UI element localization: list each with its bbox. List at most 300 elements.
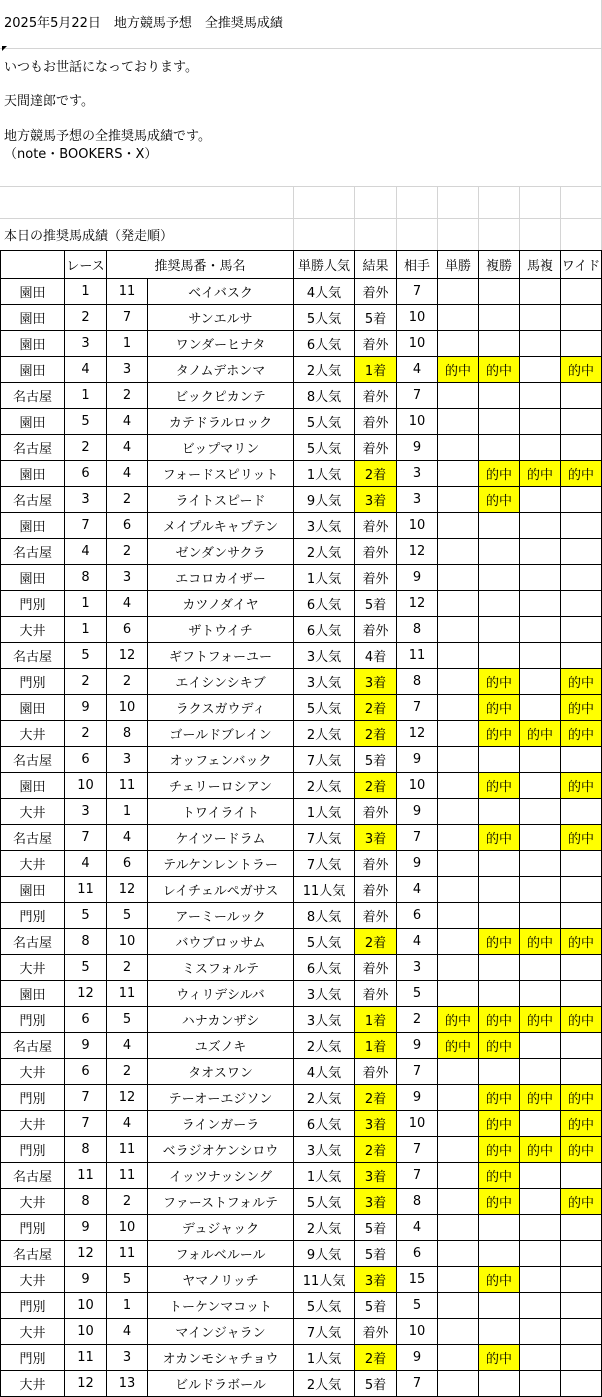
venue-cell: 門別 (1, 1293, 65, 1319)
horse-number-cell: 5 (107, 903, 148, 929)
place-cell: 的中 (479, 1267, 520, 1293)
venue-cell: 名古屋 (1, 1033, 65, 1059)
horse-name-cell: ヤマノリッチ (148, 1267, 294, 1293)
table-row (1, 877, 602, 903)
table-row (1, 305, 602, 331)
table-row (1, 539, 602, 565)
horse-number-cell: 12 (107, 877, 148, 903)
partner-cell: 10 (397, 1319, 438, 1345)
result-cell: 5着 (355, 1241, 397, 1267)
wide-cell: 的中 (561, 1007, 602, 1033)
popularity-cell: 6人気 (294, 331, 355, 357)
gridline (0, 218, 602, 219)
quinella-cell (520, 279, 561, 305)
place-cell (479, 851, 520, 877)
place-cell: 的中 (479, 487, 520, 513)
gridline (478, 186, 479, 250)
quinella-cell (520, 1241, 561, 1267)
horse-name-cell: デュジャック (148, 1215, 294, 1241)
wide-cell (561, 331, 602, 357)
result-cell: 着外 (355, 1319, 397, 1345)
horse-name-cell: ケイツードラム (148, 825, 294, 851)
popularity-cell: 9人気 (294, 1241, 355, 1267)
horse-number-cell: 3 (107, 565, 148, 591)
win-cell (438, 721, 479, 747)
popularity-cell: 5人気 (294, 1293, 355, 1319)
result-cell: 2着 (355, 1085, 397, 1111)
win-cell (438, 643, 479, 669)
place-cell: 的中 (479, 669, 520, 695)
horse-number-cell: 5 (107, 1007, 148, 1033)
venue-cell: 大井 (1, 1189, 65, 1215)
table-row (1, 851, 602, 877)
quinella-cell (520, 435, 561, 461)
horse-number-cell: 2 (107, 955, 148, 981)
partner-cell: 10 (397, 305, 438, 331)
popularity-cell: 3人気 (294, 981, 355, 1007)
result-cell: 着外 (355, 513, 397, 539)
place-cell: 的中 (479, 1111, 520, 1137)
popularity-cell: 2人気 (294, 1085, 355, 1111)
partner-cell: 4 (397, 929, 438, 955)
win-cell (438, 383, 479, 409)
horse-name-cell: オッフェンバック (148, 747, 294, 773)
quinella-cell (520, 1189, 561, 1215)
venue-cell: 大井 (1, 617, 65, 643)
quinella-cell (520, 539, 561, 565)
race-number-cell: 9 (65, 1215, 107, 1241)
place-cell (479, 279, 520, 305)
venue-cell: 大井 (1, 799, 65, 825)
race-number-cell: 12 (65, 1371, 107, 1397)
popularity-cell: 4人気 (294, 279, 355, 305)
horse-name-cell: ギフトフォーユー (148, 643, 294, 669)
venue-cell: 園田 (1, 409, 65, 435)
horse-name-cell: ライトスピード (148, 487, 294, 513)
horse-name-cell: ユズノキ (148, 1033, 294, 1059)
horse-name-cell: ファーストフォルテ (148, 1189, 294, 1215)
win-cell (438, 929, 479, 955)
wide-cell (561, 617, 602, 643)
wide-cell (561, 409, 602, 435)
horse-number-cell: 11 (107, 773, 148, 799)
place-cell (479, 1319, 520, 1345)
quinella-cell (520, 773, 561, 799)
quinella-cell (520, 513, 561, 539)
win-cell (438, 903, 479, 929)
venue-cell: 名古屋 (1, 539, 65, 565)
popularity-cell: 5人気 (294, 695, 355, 721)
table-row (1, 1111, 602, 1137)
table-row (1, 1267, 602, 1293)
popularity-cell: 2人気 (294, 539, 355, 565)
quinella-cell (520, 1267, 561, 1293)
result-cell: 着外 (355, 617, 397, 643)
quinella-cell (520, 695, 561, 721)
greeting-text: いつもお世話になっております。 (4, 60, 198, 75)
header-result: 結果 (355, 251, 397, 279)
horse-name-cell: ワンダーヒナタ (148, 331, 294, 357)
result-cell: 着外 (355, 799, 397, 825)
partner-cell: 3 (397, 955, 438, 981)
popularity-cell: 3人気 (294, 643, 355, 669)
table-row (1, 1371, 602, 1397)
gridline (0, 48, 602, 49)
table-row (1, 799, 602, 825)
win-cell (438, 591, 479, 617)
place-cell (479, 643, 520, 669)
race-number-cell: 4 (65, 851, 107, 877)
partner-cell: 10 (397, 331, 438, 357)
race-number-cell: 10 (65, 773, 107, 799)
race-number-cell: 5 (65, 643, 107, 669)
header-popularity: 単勝人気 (294, 251, 355, 279)
table-row (1, 1319, 602, 1345)
horse-number-cell: 2 (107, 1189, 148, 1215)
race-number-cell: 9 (65, 695, 107, 721)
table-row (1, 409, 602, 435)
race-number-cell: 8 (65, 565, 107, 591)
table-row (1, 591, 602, 617)
popularity-cell: 5人気 (294, 929, 355, 955)
wide-cell (561, 877, 602, 903)
place-cell (479, 565, 520, 591)
popularity-cell: 7人気 (294, 825, 355, 851)
horse-name-cell: ラクスガウディ (148, 695, 294, 721)
race-number-cell: 8 (65, 1189, 107, 1215)
gridline (396, 186, 397, 250)
wide-cell (561, 279, 602, 305)
result-cell: 2着 (355, 929, 397, 955)
table-row (1, 617, 602, 643)
quinella-cell (520, 331, 561, 357)
place-cell (479, 799, 520, 825)
result-cell: 着外 (355, 331, 397, 357)
result-cell: 着外 (355, 539, 397, 565)
quinella-cell (520, 851, 561, 877)
table-row (1, 1215, 602, 1241)
wide-cell: 的中 (561, 695, 602, 721)
gridline (354, 186, 355, 250)
table-row (1, 487, 602, 513)
wide-cell (561, 1059, 602, 1085)
horse-number-cell: 1 (107, 799, 148, 825)
popularity-cell: 5人気 (294, 435, 355, 461)
place-cell: 的中 (479, 1007, 520, 1033)
result-cell: 着外 (355, 1059, 397, 1085)
horse-number-cell: 4 (107, 461, 148, 487)
venue-cell: 園田 (1, 279, 65, 305)
result-cell: 2着 (355, 461, 397, 487)
quinella-cell (520, 825, 561, 851)
venue-cell: 園田 (1, 877, 65, 903)
win-cell (438, 1345, 479, 1371)
popularity-cell: 2人気 (294, 1033, 355, 1059)
venue-cell: 大井 (1, 851, 65, 877)
wide-cell: 的中 (561, 825, 602, 851)
wide-cell (561, 1293, 602, 1319)
wide-cell (561, 383, 602, 409)
race-number-cell: 6 (65, 1059, 107, 1085)
place-cell: 的中 (479, 721, 520, 747)
wide-cell (561, 305, 602, 331)
venue-cell: 園田 (1, 773, 65, 799)
section-title: 本日の推奨馬成績（発走順） (4, 229, 174, 244)
header-quinella: 馬複 (520, 251, 561, 279)
venue-cell: 大井 (1, 1059, 65, 1085)
race-number-cell: 8 (65, 929, 107, 955)
table-row (1, 331, 602, 357)
horse-name-cell: オカンモシャチョウ (148, 1345, 294, 1371)
win-cell (438, 461, 479, 487)
header-partner: 相手 (397, 251, 438, 279)
result-cell: 5着 (355, 1293, 397, 1319)
win-cell (438, 565, 479, 591)
popularity-cell: 6人気 (294, 955, 355, 981)
gridline (519, 186, 520, 250)
win-cell: 的中 (438, 1033, 479, 1059)
place-cell: 的中 (479, 1085, 520, 1111)
wide-cell: 的中 (561, 773, 602, 799)
table-row (1, 461, 602, 487)
table-header-row (1, 251, 602, 279)
venue-cell: 名古屋 (1, 1241, 65, 1267)
quinella-cell (520, 409, 561, 435)
race-number-cell: 8 (65, 1137, 107, 1163)
venue-cell: 大井 (1, 1111, 65, 1137)
race-number-cell: 5 (65, 409, 107, 435)
table-row (1, 383, 602, 409)
horse-name-cell: ザトウイチ (148, 617, 294, 643)
venue-cell: 門別 (1, 1345, 65, 1371)
race-number-cell: 3 (65, 331, 107, 357)
table-row (1, 773, 602, 799)
place-cell (479, 955, 520, 981)
horse-name-cell: アーミールック (148, 903, 294, 929)
wide-cell (561, 1345, 602, 1371)
horse-number-cell: 11 (107, 1163, 148, 1189)
race-number-cell: 10 (65, 1293, 107, 1319)
wide-cell (561, 903, 602, 929)
venue-cell: 園田 (1, 331, 65, 357)
win-cell (438, 1319, 479, 1345)
place-cell (479, 1059, 520, 1085)
horse-name-cell: ビックピカンテ (148, 383, 294, 409)
horse-name-cell: テーオーエジソン (148, 1085, 294, 1111)
result-cell: 着外 (355, 279, 397, 305)
popularity-cell: 9人気 (294, 487, 355, 513)
result-cell: 1着 (355, 357, 397, 383)
horse-number-cell: 13 (107, 1371, 148, 1397)
win-cell (438, 279, 479, 305)
horse-number-cell: 11 (107, 981, 148, 1007)
venue-cell: 園田 (1, 695, 65, 721)
table-row (1, 955, 602, 981)
quinella-cell (520, 305, 561, 331)
result-cell: 5着 (355, 747, 397, 773)
win-cell (438, 435, 479, 461)
horse-name-cell: ハナカンザシ (148, 1007, 294, 1033)
horse-number-cell: 2 (107, 1059, 148, 1085)
table-row (1, 1241, 602, 1267)
partner-cell: 4 (397, 357, 438, 383)
result-cell: 着外 (355, 409, 397, 435)
place-cell: 的中 (479, 1345, 520, 1371)
wide-cell (561, 435, 602, 461)
result-cell: 着外 (355, 877, 397, 903)
place-cell (479, 877, 520, 903)
win-cell (438, 1163, 479, 1189)
result-cell: 着外 (355, 851, 397, 877)
partner-cell: 8 (397, 1189, 438, 1215)
table-row (1, 513, 602, 539)
popularity-cell: 3人気 (294, 669, 355, 695)
place-cell (479, 435, 520, 461)
place-cell (479, 383, 520, 409)
horse-number-cell: 10 (107, 1215, 148, 1241)
wide-cell: 的中 (561, 1137, 602, 1163)
quinella-cell (520, 799, 561, 825)
partner-cell: 9 (397, 1345, 438, 1371)
horse-number-cell: 4 (107, 1111, 148, 1137)
result-cell: 3着 (355, 1267, 397, 1293)
race-number-cell: 12 (65, 981, 107, 1007)
place-cell (479, 1293, 520, 1319)
header-horse: 推奨馬番・馬名 (107, 251, 294, 279)
quinella-cell: 的中 (520, 929, 561, 955)
win-cell (438, 1215, 479, 1241)
race-number-cell: 4 (65, 539, 107, 565)
header-place: 複勝 (479, 251, 520, 279)
win-cell (438, 955, 479, 981)
race-number-cell: 7 (65, 825, 107, 851)
race-number-cell: 6 (65, 1007, 107, 1033)
result-cell: 5着 (355, 1371, 397, 1397)
wide-cell (561, 1241, 602, 1267)
horse-name-cell: フォルベルール (148, 1241, 294, 1267)
race-number-cell: 5 (65, 903, 107, 929)
description-text: 地方競馬予想の全推奨馬成績です。 (4, 129, 211, 144)
horse-name-cell: ビルドラボール (148, 1371, 294, 1397)
quinella-cell (520, 1163, 561, 1189)
venue-cell: 大井 (1, 721, 65, 747)
horse-name-cell: ベイバスク (148, 279, 294, 305)
race-number-cell: 9 (65, 1033, 107, 1059)
gridline (293, 186, 294, 250)
horse-number-cell: 4 (107, 825, 148, 851)
place-cell (479, 305, 520, 331)
win-cell: 的中 (438, 1007, 479, 1033)
popularity-cell: 1人気 (294, 1345, 355, 1371)
horse-name-cell: カテドラルロック (148, 409, 294, 435)
popularity-cell: 1人気 (294, 799, 355, 825)
quinella-cell (520, 903, 561, 929)
place-cell: 的中 (479, 1137, 520, 1163)
partner-cell: 7 (397, 825, 438, 851)
popularity-cell: 6人気 (294, 591, 355, 617)
wide-cell: 的中 (561, 461, 602, 487)
quinella-cell (520, 1293, 561, 1319)
popularity-cell: 2人気 (294, 721, 355, 747)
race-number-cell: 11 (65, 1345, 107, 1371)
partner-cell: 3 (397, 461, 438, 487)
race-number-cell: 2 (65, 721, 107, 747)
race-number-cell: 11 (65, 877, 107, 903)
horse-name-cell: タノムデホンマ (148, 357, 294, 383)
venue-cell: 門別 (1, 1085, 65, 1111)
popularity-cell: 7人気 (294, 747, 355, 773)
race-number-cell: 7 (65, 513, 107, 539)
horse-name-cell: レイチェルペガサス (148, 877, 294, 903)
place-cell (479, 1241, 520, 1267)
wide-cell (561, 513, 602, 539)
result-cell: 2着 (355, 1345, 397, 1371)
popularity-cell: 4人気 (294, 1059, 355, 1085)
win-cell (438, 487, 479, 513)
result-cell: 1着 (355, 1033, 397, 1059)
partner-cell: 12 (397, 539, 438, 565)
wide-cell (561, 1215, 602, 1241)
horse-number-cell: 10 (107, 695, 148, 721)
partner-cell: 7 (397, 1163, 438, 1189)
win-cell (438, 331, 479, 357)
place-cell (479, 1371, 520, 1397)
popularity-cell: 1人気 (294, 1163, 355, 1189)
win-cell (438, 513, 479, 539)
win-cell (438, 1267, 479, 1293)
gridline (0, 186, 602, 187)
wide-cell: 的中 (561, 721, 602, 747)
quinella-cell (520, 669, 561, 695)
header-win: 単勝 (438, 251, 479, 279)
partner-cell: 9 (397, 1033, 438, 1059)
horse-number-cell: 8 (107, 721, 148, 747)
venue-cell: 園田 (1, 357, 65, 383)
wide-cell: 的中 (561, 1111, 602, 1137)
horse-name-cell: ゴールドブレイン (148, 721, 294, 747)
table-row (1, 1345, 602, 1371)
race-number-cell: 1 (65, 617, 107, 643)
quinella-cell (520, 487, 561, 513)
partner-cell: 9 (397, 799, 438, 825)
popularity-cell: 5人気 (294, 1189, 355, 1215)
popularity-cell: 2人気 (294, 357, 355, 383)
table-row (1, 981, 602, 1007)
result-cell: 1着 (355, 1007, 397, 1033)
result-cell: 5着 (355, 1215, 397, 1241)
popularity-cell: 7人気 (294, 1319, 355, 1345)
quinella-cell (520, 643, 561, 669)
wide-cell (561, 643, 602, 669)
wide-cell: 的中 (561, 1189, 602, 1215)
partner-cell: 10 (397, 773, 438, 799)
result-cell: 着外 (355, 383, 397, 409)
win-cell (438, 695, 479, 721)
partner-cell: 9 (397, 435, 438, 461)
horse-number-cell: 1 (107, 331, 148, 357)
place-cell: 的中 (479, 695, 520, 721)
partner-cell: 9 (397, 747, 438, 773)
wide-cell (561, 487, 602, 513)
gridline (560, 186, 561, 250)
win-cell (438, 669, 479, 695)
table-row (1, 747, 602, 773)
popularity-cell: 5人気 (294, 409, 355, 435)
sources-text: （note・BOOKERS・X） (4, 147, 158, 162)
table-row (1, 669, 602, 695)
partner-cell: 9 (397, 851, 438, 877)
table-row (1, 357, 602, 383)
